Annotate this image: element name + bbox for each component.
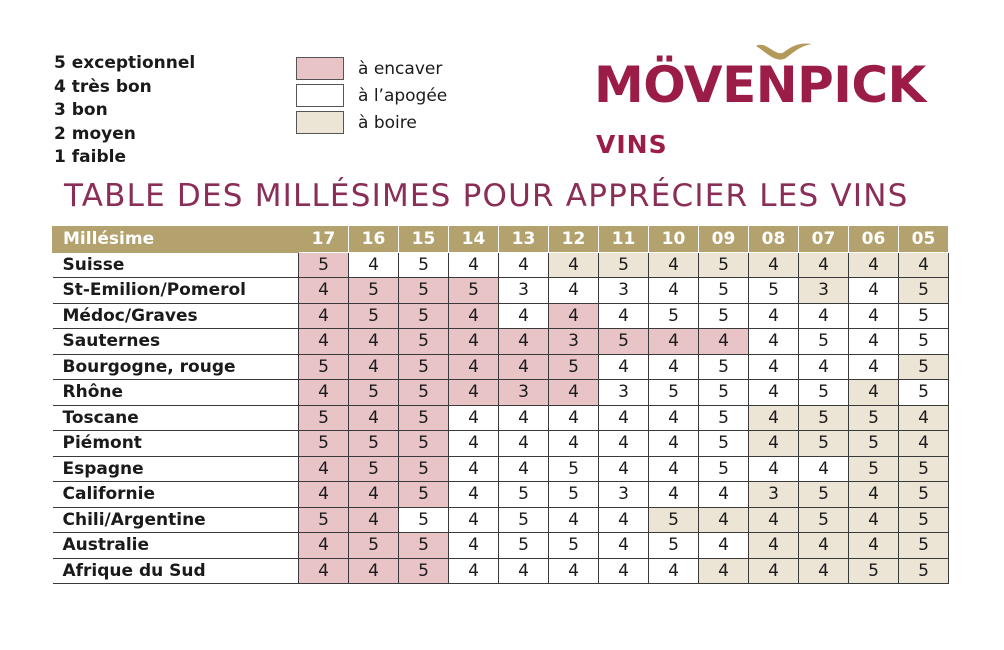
score-cell: 4 bbox=[649, 558, 699, 584]
score-cell: 4 bbox=[849, 303, 899, 329]
score-cell: 4 bbox=[749, 507, 799, 533]
score-cell: 4 bbox=[549, 380, 599, 406]
region-cell: Chili/Argentine bbox=[53, 507, 299, 533]
score-cell: 5 bbox=[399, 456, 449, 482]
score-cell: 5 bbox=[399, 354, 449, 380]
score-cell: 4 bbox=[799, 456, 849, 482]
score-cell: 5 bbox=[899, 303, 949, 329]
score-cell: 4 bbox=[799, 558, 849, 584]
score-cell: 3 bbox=[549, 329, 599, 355]
score-cell: 5 bbox=[299, 405, 349, 431]
score-cell: 3 bbox=[599, 380, 649, 406]
score-cell: 4 bbox=[449, 354, 499, 380]
score-cell: 4 bbox=[349, 558, 399, 584]
score-cell: 4 bbox=[299, 533, 349, 559]
score-cell: 4 bbox=[899, 252, 949, 278]
score-cell: 5 bbox=[399, 252, 449, 278]
region-cell: Californie bbox=[53, 482, 299, 508]
score-cell: 5 bbox=[399, 380, 449, 406]
score-cell: 5 bbox=[649, 303, 699, 329]
score-cell: 5 bbox=[399, 431, 449, 457]
region-cell: St-Emilion/Pomerol bbox=[53, 278, 299, 304]
score-cell: 5 bbox=[549, 354, 599, 380]
header-millesime: Millésime bbox=[53, 227, 299, 253]
score-cell: 4 bbox=[449, 482, 499, 508]
score-cell: 4 bbox=[749, 380, 799, 406]
score-cell: 4 bbox=[799, 354, 849, 380]
score-cell: 4 bbox=[649, 329, 699, 355]
score-cell: 4 bbox=[449, 507, 499, 533]
table-row bbox=[53, 380, 949, 406]
score-cell: 4 bbox=[599, 456, 649, 482]
score-cell: 4 bbox=[849, 380, 899, 406]
header-row bbox=[53, 227, 949, 253]
score-cell: 4 bbox=[749, 533, 799, 559]
score-cell: 4 bbox=[749, 252, 799, 278]
score-cell: 4 bbox=[449, 252, 499, 278]
score-cell: 5 bbox=[499, 533, 549, 559]
score-cell: 5 bbox=[699, 405, 749, 431]
score-cell: 5 bbox=[499, 507, 549, 533]
score-cell: 5 bbox=[299, 354, 349, 380]
score-cell: 5 bbox=[349, 303, 399, 329]
movenpick-logo bbox=[594, 38, 954, 168]
header-year: 07 bbox=[799, 227, 849, 253]
score-cell: 5 bbox=[499, 482, 549, 508]
legend-swatch bbox=[296, 111, 344, 134]
score-cell: 5 bbox=[399, 533, 449, 559]
header-year: 13 bbox=[499, 227, 549, 253]
score-cell: 4 bbox=[899, 405, 949, 431]
score-cell: 4 bbox=[799, 252, 849, 278]
score-cell: 4 bbox=[499, 354, 549, 380]
header-year: 16 bbox=[349, 227, 399, 253]
score-cell: 4 bbox=[749, 558, 799, 584]
score-cell: 4 bbox=[649, 482, 699, 508]
region-cell: Afrique du Sud bbox=[53, 558, 299, 584]
score-cell: 5 bbox=[899, 456, 949, 482]
score-cell: 5 bbox=[699, 456, 749, 482]
score-cell: 4 bbox=[649, 252, 699, 278]
score-cell: 5 bbox=[799, 380, 849, 406]
score-cell: 4 bbox=[349, 252, 399, 278]
maturity-legend-item bbox=[296, 82, 447, 109]
score-cell: 4 bbox=[699, 533, 749, 559]
score-cell: 4 bbox=[649, 405, 699, 431]
score-cell: 4 bbox=[549, 252, 599, 278]
score-cell: 3 bbox=[799, 278, 849, 304]
score-cell: 5 bbox=[699, 380, 749, 406]
score-cell: 4 bbox=[549, 507, 599, 533]
score-cell: 4 bbox=[849, 252, 899, 278]
header-year: 08 bbox=[749, 227, 799, 253]
maturity-legend-item bbox=[296, 55, 447, 82]
table-row bbox=[53, 558, 949, 584]
score-cell: 5 bbox=[549, 533, 599, 559]
score-cell: 5 bbox=[699, 278, 749, 304]
score-cell: 4 bbox=[849, 482, 899, 508]
score-cell: 5 bbox=[399, 507, 449, 533]
score-cell: 4 bbox=[599, 558, 649, 584]
region-cell: Toscane bbox=[53, 405, 299, 431]
header-year: 12 bbox=[549, 227, 599, 253]
header-year: 15 bbox=[399, 227, 449, 253]
score-cell: 4 bbox=[349, 329, 399, 355]
score-cell: 3 bbox=[499, 380, 549, 406]
rating-scale-item: 5 exceptionnel bbox=[54, 53, 196, 73]
page-title: TABLE DES MILLÉSIMES POUR APPRÉCIER LES VINS bbox=[64, 178, 909, 214]
score-cell: 4 bbox=[449, 329, 499, 355]
score-cell: 5 bbox=[599, 252, 649, 278]
score-cell: 4 bbox=[649, 431, 699, 457]
region-cell: Bourgogne, rouge bbox=[53, 354, 299, 380]
score-cell: 4 bbox=[499, 456, 549, 482]
region-cell: Suisse bbox=[53, 252, 299, 278]
score-cell: 5 bbox=[799, 482, 849, 508]
score-cell: 3 bbox=[599, 482, 649, 508]
header-year: 14 bbox=[449, 227, 499, 253]
table-row bbox=[53, 533, 949, 559]
table-row bbox=[53, 252, 949, 278]
brand-name: MÖVENPICK bbox=[594, 56, 926, 114]
score-cell: 5 bbox=[849, 431, 899, 457]
vintage-table bbox=[52, 226, 949, 584]
score-cell: 5 bbox=[649, 380, 699, 406]
score-cell: 4 bbox=[749, 456, 799, 482]
score-cell: 5 bbox=[649, 533, 699, 559]
score-cell: 4 bbox=[649, 278, 699, 304]
score-cell: 4 bbox=[499, 405, 549, 431]
score-cell: 5 bbox=[899, 482, 949, 508]
score-cell: 4 bbox=[699, 482, 749, 508]
table-row bbox=[53, 278, 949, 304]
score-cell: 5 bbox=[899, 329, 949, 355]
score-cell: 4 bbox=[549, 303, 599, 329]
score-cell: 4 bbox=[599, 303, 649, 329]
score-cell: 4 bbox=[499, 431, 549, 457]
score-cell: 5 bbox=[399, 303, 449, 329]
rating-scale-item: 3 bon bbox=[54, 100, 108, 120]
score-cell: 4 bbox=[299, 278, 349, 304]
header-year: 06 bbox=[849, 227, 899, 253]
score-cell: 5 bbox=[549, 482, 599, 508]
score-cell: 4 bbox=[749, 354, 799, 380]
score-cell: 5 bbox=[699, 431, 749, 457]
score-cell: 4 bbox=[799, 533, 849, 559]
score-cell: 4 bbox=[699, 329, 749, 355]
score-cell: 4 bbox=[599, 533, 649, 559]
score-cell: 5 bbox=[749, 278, 799, 304]
score-cell: 4 bbox=[299, 482, 349, 508]
maturity-legend-item bbox=[296, 109, 447, 136]
score-cell: 4 bbox=[449, 380, 499, 406]
score-cell: 5 bbox=[399, 558, 449, 584]
region-cell: Espagne bbox=[53, 456, 299, 482]
table-row bbox=[53, 303, 949, 329]
legend-swatch bbox=[296, 84, 344, 107]
region-cell: Piémont bbox=[53, 431, 299, 457]
score-cell: 5 bbox=[299, 252, 349, 278]
score-cell: 4 bbox=[449, 431, 499, 457]
score-cell: 5 bbox=[349, 533, 399, 559]
score-cell: 5 bbox=[799, 431, 849, 457]
score-cell: 4 bbox=[549, 405, 599, 431]
score-cell: 4 bbox=[649, 456, 699, 482]
score-cell: 4 bbox=[299, 380, 349, 406]
score-cell: 4 bbox=[299, 329, 349, 355]
score-cell: 5 bbox=[649, 507, 699, 533]
legend-label: à boire bbox=[358, 112, 417, 133]
score-cell: 3 bbox=[499, 278, 549, 304]
score-cell: 4 bbox=[299, 303, 349, 329]
score-cell: 5 bbox=[699, 252, 749, 278]
score-cell: 5 bbox=[699, 354, 749, 380]
rating-scale-item: 1 faible bbox=[54, 147, 126, 167]
score-cell: 4 bbox=[749, 431, 799, 457]
score-cell: 4 bbox=[499, 303, 549, 329]
score-cell: 4 bbox=[799, 303, 849, 329]
score-cell: 3 bbox=[599, 278, 649, 304]
score-cell: 4 bbox=[599, 354, 649, 380]
table-row bbox=[53, 329, 949, 355]
brand-sub: VINS bbox=[596, 130, 668, 159]
maturity-legend bbox=[296, 55, 447, 136]
score-cell: 5 bbox=[349, 380, 399, 406]
score-cell: 4 bbox=[599, 431, 649, 457]
score-cell: 4 bbox=[499, 252, 549, 278]
score-cell: 5 bbox=[399, 278, 449, 304]
score-cell: 5 bbox=[449, 278, 499, 304]
score-cell: 3 bbox=[749, 482, 799, 508]
table-row bbox=[53, 405, 949, 431]
score-cell: 5 bbox=[799, 507, 849, 533]
score-cell: 4 bbox=[749, 303, 799, 329]
score-cell: 5 bbox=[849, 456, 899, 482]
score-cell: 5 bbox=[399, 405, 449, 431]
score-cell: 4 bbox=[549, 278, 599, 304]
score-cell: 4 bbox=[899, 431, 949, 457]
score-cell: 4 bbox=[599, 405, 649, 431]
score-cell: 5 bbox=[899, 507, 949, 533]
header-year: 09 bbox=[699, 227, 749, 253]
score-cell: 5 bbox=[399, 482, 449, 508]
score-cell: 4 bbox=[449, 303, 499, 329]
score-cell: 4 bbox=[349, 405, 399, 431]
score-cell: 4 bbox=[499, 558, 549, 584]
score-cell: 5 bbox=[899, 533, 949, 559]
region-cell: Australie bbox=[53, 533, 299, 559]
score-cell: 5 bbox=[349, 431, 399, 457]
score-cell: 5 bbox=[299, 507, 349, 533]
score-cell: 5 bbox=[349, 278, 399, 304]
score-cell: 4 bbox=[849, 278, 899, 304]
score-cell: 4 bbox=[849, 507, 899, 533]
score-cell: 4 bbox=[599, 507, 649, 533]
score-cell: 4 bbox=[349, 354, 399, 380]
rating-scale-item: 2 moyen bbox=[54, 123, 136, 144]
legend-label: à l’apogée bbox=[358, 85, 448, 106]
table-row bbox=[53, 507, 949, 533]
score-cell: 5 bbox=[799, 329, 849, 355]
score-cell: 4 bbox=[549, 431, 599, 457]
header-year: 10 bbox=[649, 227, 699, 253]
rating-scale-item: 4 très bon bbox=[54, 76, 152, 97]
score-cell: 4 bbox=[449, 558, 499, 584]
table-body bbox=[53, 252, 949, 584]
legend-swatch bbox=[296, 57, 344, 80]
score-cell: 4 bbox=[299, 456, 349, 482]
rating-scale-legend bbox=[54, 52, 195, 170]
score-cell: 4 bbox=[849, 329, 899, 355]
table-row bbox=[53, 482, 949, 508]
table-row bbox=[53, 354, 949, 380]
score-cell: 5 bbox=[849, 405, 899, 431]
score-cell: 5 bbox=[599, 329, 649, 355]
score-cell: 5 bbox=[899, 380, 949, 406]
score-cell: 4 bbox=[449, 405, 499, 431]
table-row bbox=[53, 431, 949, 457]
table-row bbox=[53, 456, 949, 482]
score-cell: 4 bbox=[849, 354, 899, 380]
region-cell: Médoc/Graves bbox=[53, 303, 299, 329]
score-cell: 4 bbox=[299, 558, 349, 584]
score-cell: 5 bbox=[849, 558, 899, 584]
score-cell: 5 bbox=[899, 558, 949, 584]
header-year: 17 bbox=[299, 227, 349, 253]
region-cell: Sauternes bbox=[53, 329, 299, 355]
score-cell: 5 bbox=[299, 431, 349, 457]
score-cell: 4 bbox=[699, 507, 749, 533]
header-year: 05 bbox=[899, 227, 949, 253]
score-cell: 5 bbox=[899, 354, 949, 380]
score-cell: 5 bbox=[349, 456, 399, 482]
score-cell: 4 bbox=[349, 482, 399, 508]
score-cell: 5 bbox=[799, 405, 849, 431]
score-cell: 4 bbox=[849, 533, 899, 559]
region-cell: Rhône bbox=[53, 380, 299, 406]
score-cell: 4 bbox=[699, 558, 749, 584]
score-cell: 4 bbox=[449, 533, 499, 559]
header-year: 11 bbox=[599, 227, 649, 253]
score-cell: 5 bbox=[399, 329, 449, 355]
score-cell: 5 bbox=[899, 278, 949, 304]
score-cell: 4 bbox=[749, 405, 799, 431]
legend-label: à encaver bbox=[358, 58, 443, 79]
score-cell: 4 bbox=[749, 329, 799, 355]
score-cell: 4 bbox=[549, 558, 599, 584]
score-cell: 4 bbox=[649, 354, 699, 380]
score-cell: 5 bbox=[699, 303, 749, 329]
score-cell: 4 bbox=[349, 507, 399, 533]
score-cell: 5 bbox=[549, 456, 599, 482]
score-cell: 4 bbox=[499, 329, 549, 355]
score-cell: 4 bbox=[449, 456, 499, 482]
